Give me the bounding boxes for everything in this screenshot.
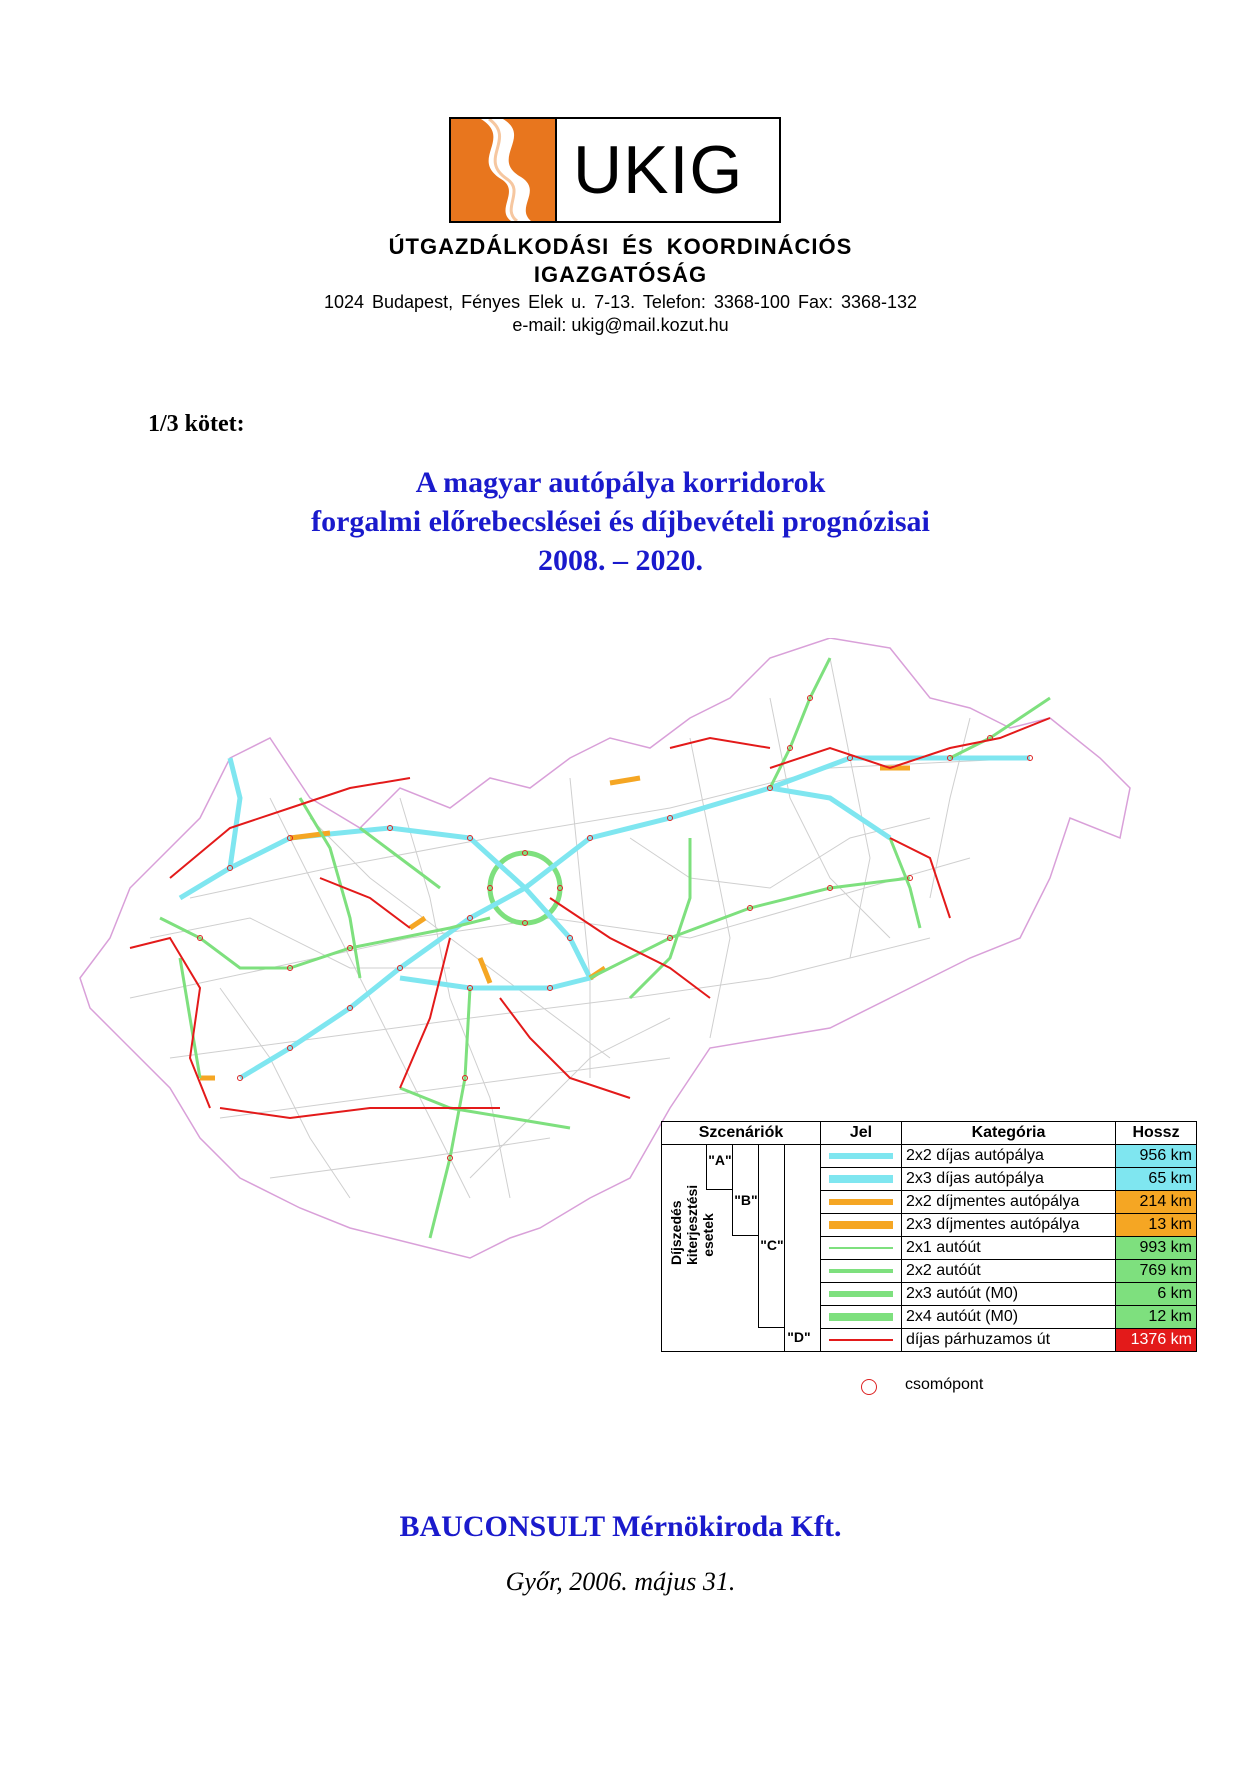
logo-divider <box>555 119 557 221</box>
legend-header-category: Kategória <box>902 1122 1116 1145</box>
legend-category: 2x1 autóút <box>902 1237 1116 1260</box>
map-legend <box>661 1121 1197 1393</box>
legend-table <box>661 1121 1197 1352</box>
logo-text: UKIG <box>573 132 744 208</box>
legend-category: 2x2 díjmentes autópálya <box>902 1191 1116 1214</box>
legend-category: 2x2 autóút <box>902 1260 1116 1283</box>
vertical-label-line1: Díjszedés <box>668 1200 684 1265</box>
org-name-line1: ÚTGAZDÁLKODÁSI ÉS KOORDINÁCIÓS <box>388 234 853 259</box>
legend-header-symbol: Jel <box>821 1122 902 1145</box>
legend-length: 13 km <box>1116 1214 1197 1237</box>
legend-symbol <box>821 1329 902 1352</box>
company-name: BAUCONSULT Mérnökiroda Kft. <box>399 1510 842 1543</box>
legend-length: 214 km <box>1116 1191 1197 1214</box>
scenario-vertical-label <box>668 1184 716 1265</box>
legend-category: 2x2 díjas autópálya <box>902 1145 1116 1168</box>
legend-length: 1376 km <box>1116 1329 1197 1352</box>
volume-label: 1/3 kötet: <box>148 411 245 437</box>
legend-category: 2x3 díjas autópálya <box>902 1168 1116 1191</box>
legend-symbol <box>821 1191 902 1214</box>
legend-category: 2x4 autóút (M0) <box>902 1306 1116 1329</box>
org-name-line2: IGAZGATÓSÁG <box>533 262 708 287</box>
legend-symbol <box>821 1237 902 1260</box>
legend-length: 6 km <box>1116 1283 1197 1306</box>
ukig-logo <box>449 117 781 223</box>
legend-symbol <box>821 1283 902 1306</box>
title-line1: A magyar autópálya korridorok <box>415 466 826 499</box>
legend-length: 993 km <box>1116 1237 1197 1260</box>
legend-length: 769 km <box>1116 1260 1197 1283</box>
legend-symbol <box>821 1168 902 1191</box>
road-logo-icon <box>451 119 555 221</box>
place-date: Győr, 2006. május 31. <box>505 1567 736 1596</box>
legend-length: 12 km <box>1116 1306 1197 1329</box>
legend-length: 956 km <box>1116 1145 1197 1168</box>
vertical-label-line3: esetek <box>700 1213 716 1257</box>
scenario-a: "A" <box>706 1145 733 1190</box>
scenario-c: "C" <box>758 1145 785 1328</box>
legend-category: 2x3 díjmentes autópálya <box>902 1214 1116 1237</box>
legend-node-label: csomópont <box>905 1376 984 1393</box>
legend-symbol <box>821 1260 902 1283</box>
scenario-b: "B" <box>732 1145 759 1236</box>
title-line3: 2008. – 2020. <box>538 544 703 577</box>
org-email: e-mail: ukig@mail.kozut.hu <box>512 315 729 335</box>
node-circle-icon <box>861 1379 877 1395</box>
legend-category: díjas párhuzamos út <box>902 1329 1116 1352</box>
legend-header-scenarios: Szcenáriók <box>662 1122 821 1145</box>
legend-symbol <box>821 1145 902 1168</box>
legend-length: 65 km <box>1116 1168 1197 1191</box>
org-address: 1024 Budapest, Fényes Elek u. 7-13. Telefon: 3368-100 Fax: 3368-132 <box>323 292 918 312</box>
legend-symbol <box>821 1306 902 1329</box>
vertical-label-line2: kiterjesztési <box>684 1184 700 1265</box>
legend-header-length: Hossz <box>1116 1122 1197 1145</box>
scenario-d: "D" <box>784 1145 813 1351</box>
title-line2: forgalmi előrebecslései és díjbevételi prognózisai <box>311 505 930 538</box>
legend-category: 2x3 autóút (M0) <box>902 1283 1116 1306</box>
legend-symbol <box>821 1214 902 1237</box>
scenario-column <box>662 1145 821 1352</box>
